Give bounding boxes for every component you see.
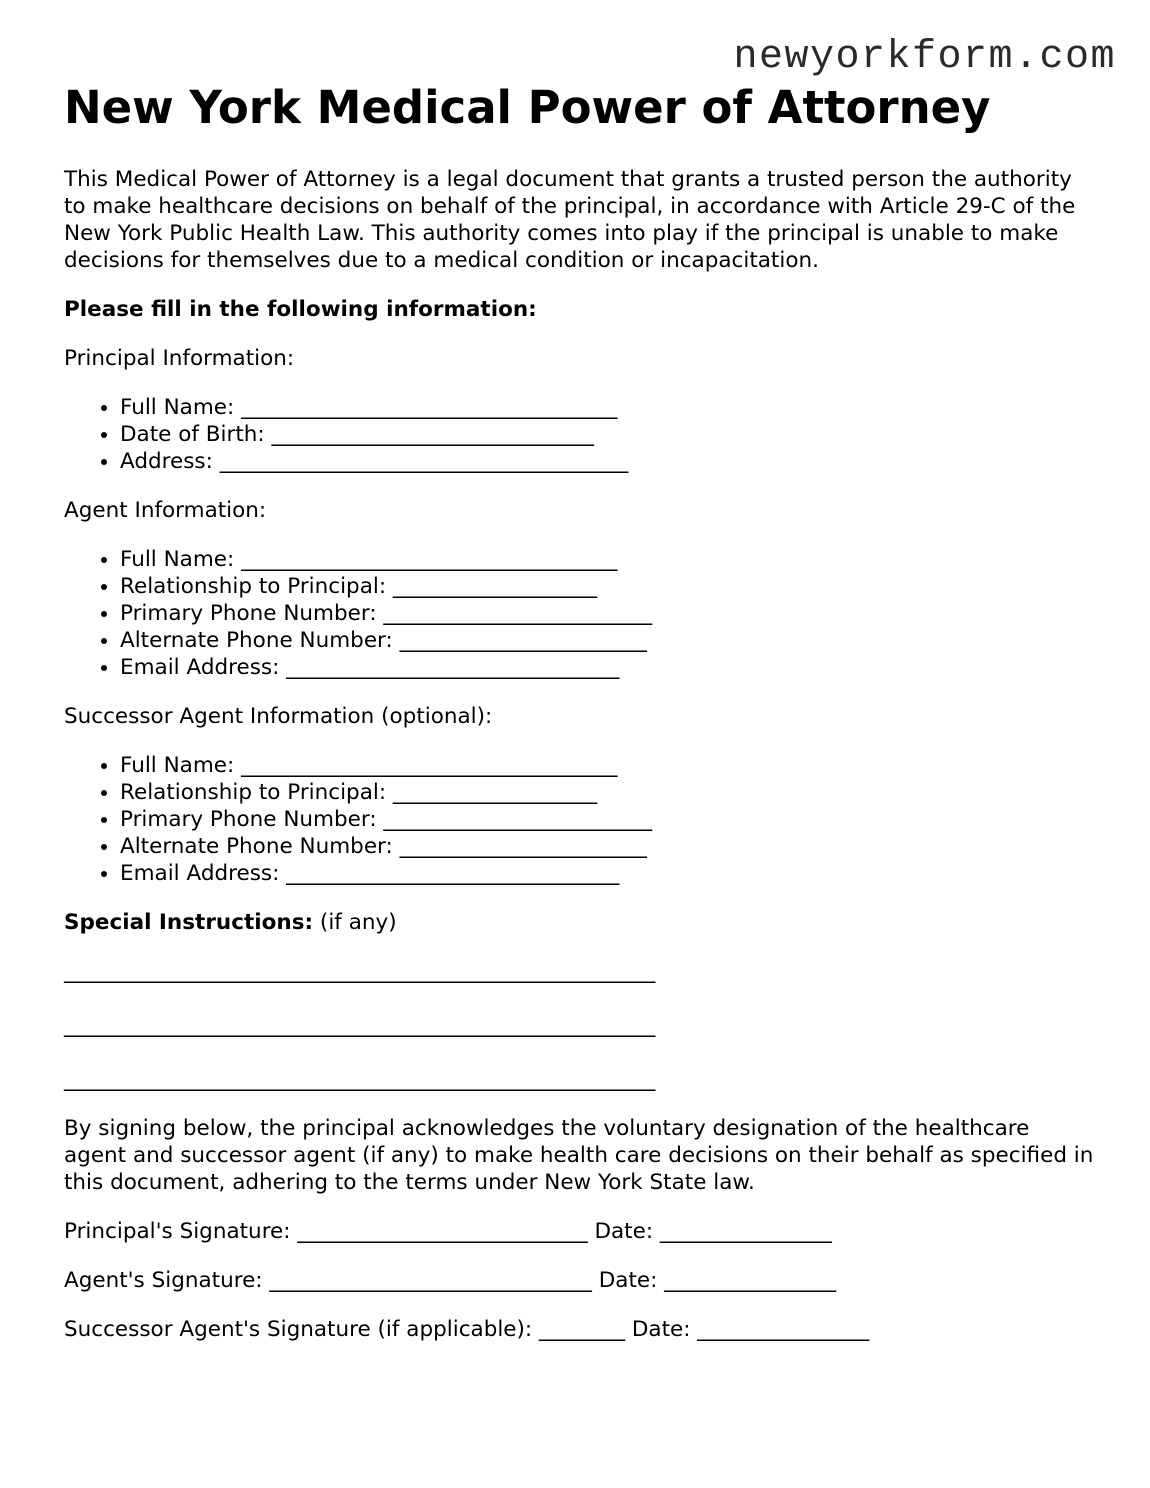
- special-instructions-line-1[interactable]: _______________________________________________________: [64, 959, 656, 984]
- successor-alternate-phone-field[interactable]: • Alternate Phone Number: _______________________: [120, 833, 1094, 860]
- principal-signature-line[interactable]: Principal's Signature: ___________________________ Date: ________________: [64, 1219, 832, 1244]
- principal-fields: [64, 394, 1094, 475]
- acknowledgement-paragraph: By signing below, the principal acknowledges the voluntary designation of the healthcare agent and successor agent (if any) to make health care decisions on their behalf as specified in this document, adhering to the terms under New York State law.: [64, 1116, 1094, 1195]
- special-instructions-note: (if any): [313, 910, 397, 935]
- successor-fields: [64, 752, 1094, 887]
- intro-paragraph: This Medical Power of Attorney is a legal document that grants a trusted person the authority to make healthcare decisions on behalf of the principal, in accordance with Article 29-C of the New York Public Health Law. This authority comes into play if the principal is unable to make decisions for themselves due to a medical condition or incapacitation.: [64, 167, 1076, 273]
- agent-email-field[interactable]: • Email Address: _______________________________: [120, 654, 1094, 681]
- principal-date-of-birth-field[interactable]: • Date of Birth: ______________________________: [120, 421, 1094, 448]
- agent-fields: [64, 546, 1094, 681]
- agent-relationship-field[interactable]: • Relationship to Principal: ___________________: [120, 573, 1094, 600]
- successor-relationship-field[interactable]: • Relationship to Principal: ___________________: [120, 779, 1094, 806]
- successor-signature-line[interactable]: Successor Agent's Signature (if applicable): ________ Date: ________________: [64, 1317, 870, 1342]
- form-document: [64, 80, 1094, 1365]
- successor-full-name-field[interactable]: • Full Name: ___________________________________: [120, 752, 1094, 779]
- agent-signature-line[interactable]: Agent's Signature: ______________________________ Date: ________________: [64, 1268, 837, 1293]
- fill-in-heading: Please fill in the following information:: [64, 297, 537, 322]
- successor-email-field[interactable]: • Email Address: _______________________________: [120, 860, 1094, 887]
- principal-address-field[interactable]: • Address: ______________________________________: [120, 448, 1094, 475]
- agent-section-label: Agent Information:: [64, 498, 267, 523]
- agent-full-name-field[interactable]: • Full Name: ___________________________________: [120, 546, 1094, 573]
- successor-primary-phone-field[interactable]: • Primary Phone Number: _________________________: [120, 806, 1094, 833]
- agent-primary-phone-field[interactable]: • Primary Phone Number: _________________________: [120, 600, 1094, 627]
- agent-alternate-phone-field[interactable]: • Alternate Phone Number: _______________________: [120, 627, 1094, 654]
- special-instructions-heading: [64, 909, 1094, 936]
- special-instructions-line-2[interactable]: _______________________________________________________: [64, 1013, 656, 1038]
- successor-section-label: Successor Agent Information (optional):: [64, 704, 493, 729]
- special-instructions-line-3[interactable]: _______________________________________________________: [64, 1067, 656, 1092]
- site-watermark: newyorkform.com: [733, 35, 1116, 80]
- principal-section-label: Principal Information:: [64, 346, 295, 371]
- page-title: New York Medical Power of Attorney: [64, 81, 991, 134]
- principal-full-name-field[interactable]: • Full Name: ___________________________________: [120, 394, 1094, 421]
- special-instructions-label: Special Instructions:: [64, 910, 314, 935]
